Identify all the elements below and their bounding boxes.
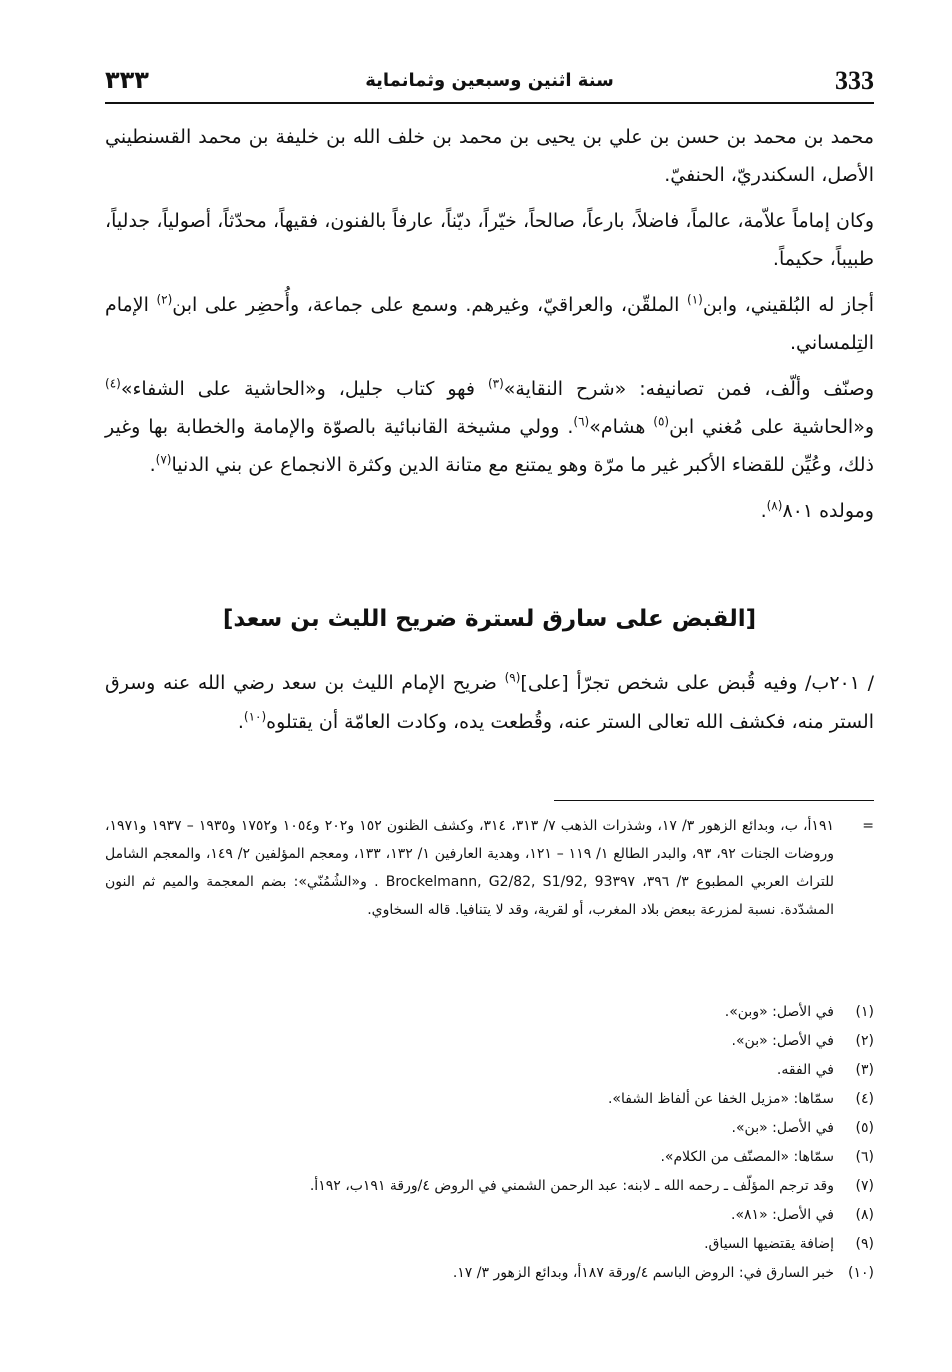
footnote-number: (١٠) <box>848 1265 874 1281</box>
footnote-continuation <box>105 812 874 924</box>
text-run: . <box>149 454 156 476</box>
footnote-ref[interactable]: (٢) <box>156 292 173 307</box>
paragraph-birth <box>105 492 874 530</box>
footnote-ref[interactable]: (٩) <box>504 670 521 685</box>
text-run: الملقّن، والعراقيّ، وغيرهم. وسمع على جماعة، وأُحضِر على ابن <box>172 294 688 316</box>
text-run: / ٢٠١ب/ وفيه قُبض على شخص تجرّأ [على] <box>520 672 874 694</box>
footnote-list <box>105 998 874 1288</box>
footnote-number: (٢) <box>855 1033 874 1049</box>
footnote-text: في الأصل: «وبن». <box>724 1004 834 1020</box>
footnote-number: (٣) <box>855 1062 874 1078</box>
paragraph-qualities: وكان إماماً علاّمة، عالماً، فاضلاً، بارعاً، صالحاً، خيّراً، ديّناً، عارفاً بالفنون، فقيهاً، محدّثاً، أصولياً، جدلياً، طبيباً، حكيماً. <box>105 210 874 270</box>
page-number-latin: 333 <box>835 66 874 95</box>
text-run: ومولده ٨٠١ <box>782 500 874 522</box>
paragraph-teachers <box>105 286 874 362</box>
footnote-ref[interactable]: (٨) <box>766 498 783 513</box>
footnote-number: (٧) <box>855 1178 874 1194</box>
footnote-text: في الفقه. <box>776 1062 834 1078</box>
footnote-ref[interactable]: (٧) <box>155 452 172 467</box>
text-run: . وولي مشيخة القانبائية بالصوّة والإمامة والخطابة بها وغير ذلك، وعُيِّن للقضاء الأكبر غير ما مرّة وهو يمتنع مع متانة الدين وكثرة الانجماع عن بني الدنيا <box>105 416 874 476</box>
footnote-item <box>105 1114 874 1143</box>
footnote-item <box>105 1085 874 1114</box>
paragraph-theft <box>105 664 874 742</box>
section-heading: [القبض على سارق لسترة ضريح الليث بن سعد] <box>222 606 757 632</box>
continuation-marker: = <box>862 818 874 834</box>
footnote-text: سمّاها: «مزيل الخفا عن ألفاظ الشفا». <box>607 1091 834 1107</box>
continuation-text: ١٩١أ، ب، وبدائع الزهور ٣/ ١٧، وشذرات الذهب ٧/ ٣١٣، ٣١٤، وكشف الظنون ١٥٢ و٢٠٢ و١٠٥٤ و١٧٥٢ و١٩٣٥ – ١٩٣٧ و١٩٧١، وروضات الجنات ٩٢، ٩٣، والبدر الطالع ١/ ١١٩ – ١٢١، وهدية العارفين ١/ ١٣٢، ١٣٣، ومعجم المؤلفين ٢/ ١٤٩، والمعجم الشامل للتراث العربي المطبوع ٣/ ٣٩٦، Brockelmann, G2/82, S1/92, 93٣٩٧ . و«الشُمُنّي»: بضم المعجمة والميم ثم النون المشدّدة. نسبة لمزرعة ببعض بلاد المغرب، أو لقرية، وقد لا يتنافيا. قاله السخاوي. <box>105 818 835 918</box>
footnote-item <box>105 1027 874 1056</box>
text-run: هشام» <box>589 416 654 438</box>
footnote-separator <box>554 800 874 801</box>
footnote-ref[interactable]: (٣) <box>487 376 504 391</box>
text-run: وصنّف وألّف، فمن تصانيفه: «شرح النقاية» <box>503 378 874 400</box>
footnote-number: (٥) <box>855 1120 874 1136</box>
footnote-item <box>105 1143 874 1172</box>
page-header <box>105 62 874 104</box>
paragraph-works <box>105 370 874 484</box>
footnote-text: سمّاها: «المصنّف من الكلام». <box>660 1149 834 1165</box>
footnote-number: (٩) <box>855 1236 874 1252</box>
footnote-number: (٤) <box>855 1091 874 1107</box>
footnote-ref[interactable]: (٤) <box>105 376 121 391</box>
footnote-item <box>105 1056 874 1085</box>
text-run: . <box>237 711 244 733</box>
footnote-item <box>105 998 874 1027</box>
text-run: . <box>760 500 767 522</box>
text-run: أجاز له البُلقيني، وابن <box>702 294 874 316</box>
page-number-arabic: ٣٣٣ <box>105 66 149 94</box>
main-text <box>105 118 874 538</box>
footnote-number: (٦) <box>855 1149 874 1165</box>
running-title: سنة اثنين وسبعين وثمانماية <box>365 70 614 91</box>
footnote-ref[interactable]: (٥) <box>653 414 670 429</box>
text-run: ضريح الإمام الليث بن سعد رضي الله عنه وسرق الستر منه، فكشف الله تعالى الستر عنه، وقُطعت يده، وكادت العامّة أن يقتلوه <box>105 672 874 733</box>
footnote-text: في الأصل: «بن». <box>731 1033 834 1049</box>
footnote-item <box>105 1259 874 1288</box>
footnote-item <box>105 1172 874 1201</box>
footnote-text: خبر السارق في: الروض الباسم ٤/ورقة ١٨٧أ، وبدائع الزهور ٣/ ١٧. <box>452 1265 834 1281</box>
footnote-number: (٨) <box>855 1207 874 1223</box>
section-text <box>105 664 874 742</box>
text-run: و«الحاشية على مُغني ابن <box>669 416 874 438</box>
footnote-text: إضافة يقتضيها السياق. <box>704 1236 834 1252</box>
footnote-number: (١) <box>855 1004 874 1020</box>
footnote-item <box>105 1201 874 1230</box>
footnote-ref[interactable]: (١٠) <box>243 709 267 724</box>
footnote-text: في الأصل: «بن». <box>731 1120 834 1136</box>
footnote-text: في الأصل: «٨١». <box>731 1207 834 1223</box>
footnote-ref[interactable]: (٦) <box>573 414 590 429</box>
footnote-ref[interactable]: (١) <box>687 292 703 307</box>
text-run: الإمام التِلمساني. <box>105 294 874 354</box>
paragraph-name: محمد بن محمد بن حسن بن علي بن يحيى بن محمد بن خلف الله بن خليفة بن محمد القسنطيني الأصل، السكندريّ، الحنفيّ. <box>105 126 874 186</box>
footnote-item <box>105 1230 874 1259</box>
text-run: فهو كتاب جليل، و«الحاشية على الشفاء» <box>120 378 488 400</box>
footnote-text: وقد ترجم المؤلّف ـ رحمه الله ـ لابنه: عبد الرحمن الشمني في الروض ٤/ورقة ١٩١ب، ١٩٢أ. <box>309 1178 834 1194</box>
